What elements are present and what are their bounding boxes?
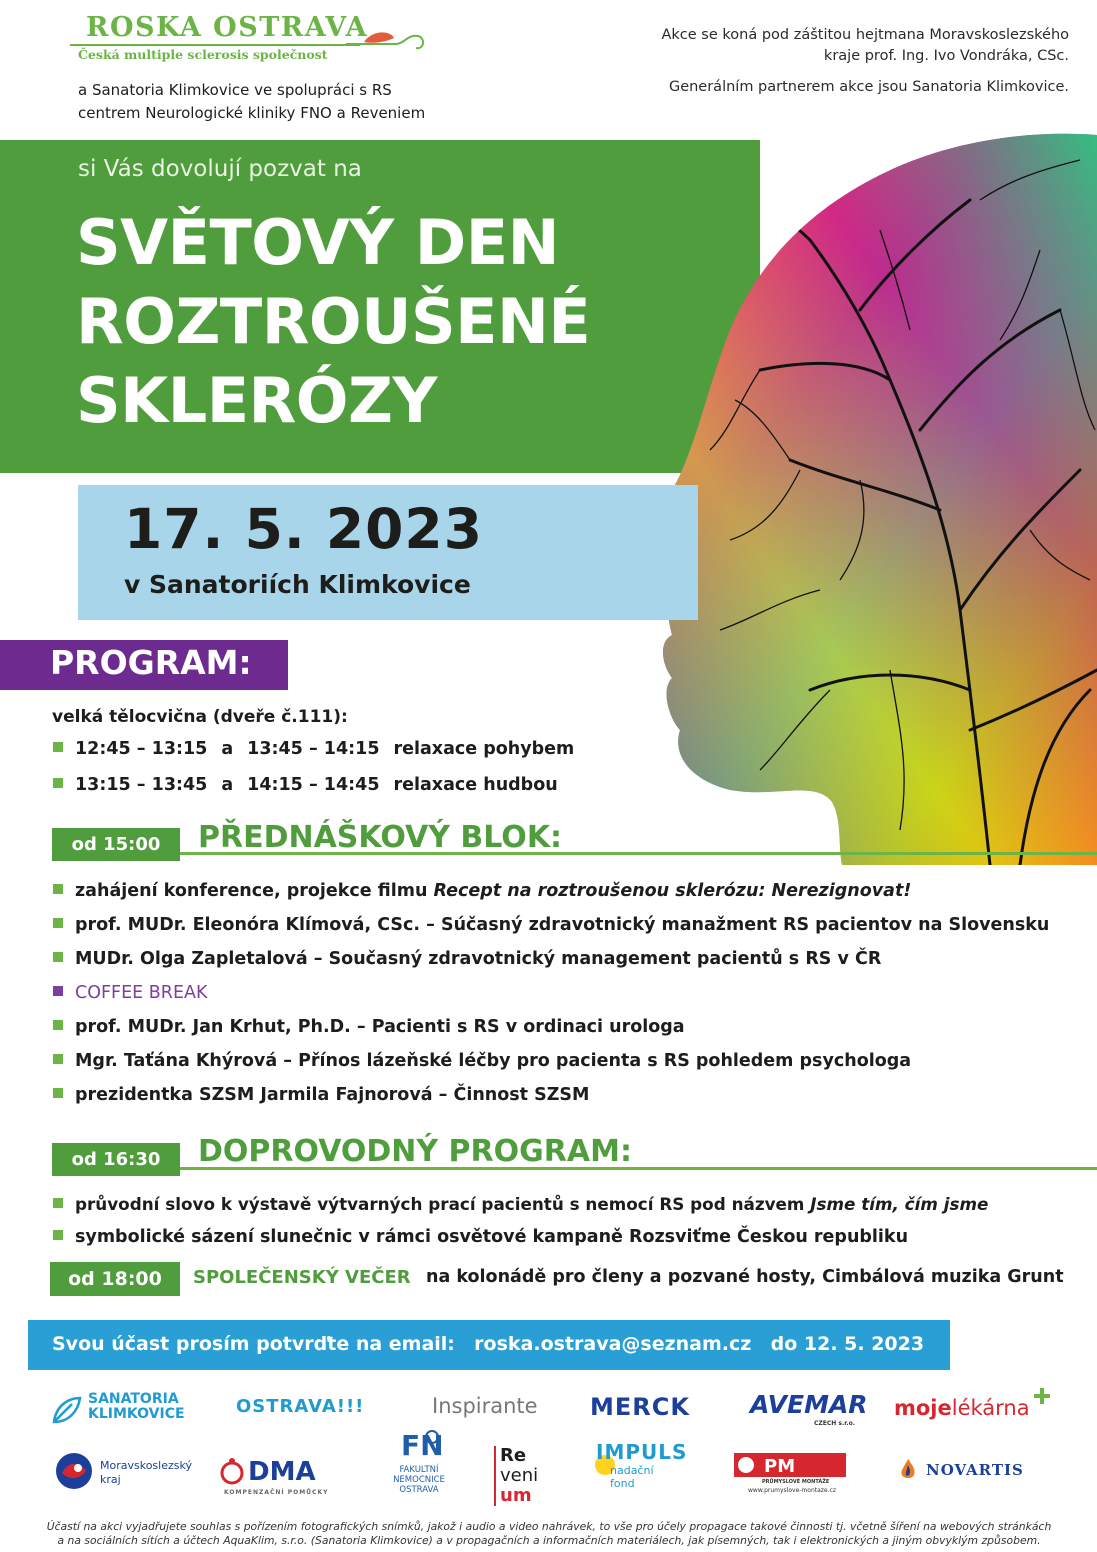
- region-name: kraj: [100, 1473, 121, 1486]
- impuls-sub: fond: [610, 1477, 635, 1490]
- fno-emblem-icon: [399, 1427, 444, 1462]
- accompanying-item: [53, 1194, 988, 1214]
- bullet-icon: [53, 1198, 63, 1208]
- svg-text:FN: FN: [401, 1429, 444, 1462]
- lecture-text: prof. MUDr. Jan Krhut, Ph.D. – Pacienti s RS v ordinaci urologa: [75, 1017, 685, 1037]
- revenium-name: veni: [500, 1465, 539, 1486]
- lecture-item: [53, 1051, 911, 1071]
- novartis-name: NOVARTIS: [926, 1461, 1024, 1479]
- svg-text:PM: PM: [764, 1456, 796, 1477]
- flame-icon: [898, 1457, 918, 1481]
- patronage-text: [549, 25, 1069, 67]
- slot-time: 14:15 – 14:45: [247, 775, 380, 795]
- slot-time: 13:15 – 13:45: [75, 775, 208, 795]
- rsvp-text: [52, 1333, 924, 1355]
- fno-name: OSTRAVA: [399, 1485, 439, 1495]
- film-title: Recept na roztroušenou sklerózu: Nerezignovat!: [433, 881, 912, 901]
- accompanying-heading: DOPROVODNÝ PROGRAM:: [198, 1134, 632, 1169]
- event-title-line: ROZTROUŠENÉ: [76, 285, 591, 358]
- bullet-icon: [53, 1054, 63, 1064]
- program-venue: velká tělocvična (dveře č.111):: [52, 707, 348, 727]
- coffee-break-item: [53, 983, 207, 1003]
- sanatoria-name: SANATORIA: [88, 1391, 179, 1407]
- accompanying-item: [53, 1227, 908, 1247]
- lecture-item: [53, 881, 911, 901]
- mojelekarna-logo: [894, 1396, 1030, 1420]
- moravskoslezsky-kraj-logo: [54, 1451, 192, 1495]
- lecture-text: prof. MUDr. Eleonóra Klímová, CSc. – Súčasný zdravotnický manažment RS pacientov na Slovensku: [75, 915, 1050, 935]
- rsvp-prompt: Svou účast prosím potvrďte na email:: [52, 1333, 455, 1355]
- fno-logo: [384, 1427, 454, 1495]
- avemar-logo: [750, 1390, 868, 1427]
- dma-logo: [218, 1457, 329, 1496]
- exhibition-title: Jsme tím, čím jsme: [810, 1194, 989, 1214]
- revenium-name: Re: [500, 1445, 527, 1466]
- event-title-line: SKLERÓZY: [76, 364, 437, 437]
- region-emblem-icon: [54, 1451, 94, 1491]
- dma-sub: KOMPENZAČNÍ POMŮCKY: [224, 1489, 329, 1496]
- lecture-text: Mgr. Taťána Khýrová – Přínos lázeňské léčby pro pacienta s RS pohledem psychologa: [75, 1051, 912, 1071]
- lecture-time-tag: od 15:00: [52, 828, 180, 861]
- plus-icon: [1034, 1388, 1050, 1404]
- consent-note: [18, 1520, 1080, 1548]
- invitation-text: si Vás dovolují pozvat na: [78, 156, 362, 182]
- lecture-item: [53, 949, 881, 969]
- accompanying-text: průvodní slovo k výstavě výtvarných prací pacientů s nemocí RS pod názvem: [75, 1194, 811, 1214]
- consent-line: a na sociálních sítích a účtech AquaKlim, s.r.o. (Sanatoria Klimkovice) a v propagačních a informačních materiálech, jak písemných, tak i elektronických a jiným obvyklým způsobem.: [57, 1534, 1041, 1547]
- bullet-icon: [53, 1088, 63, 1098]
- bullet-icon: [53, 742, 63, 752]
- revenium-name: um: [500, 1485, 532, 1506]
- logo-underline: [70, 44, 360, 46]
- organizers-text: [78, 79, 425, 125]
- lecture-text: zahájení konference, projekce filmu: [75, 881, 434, 901]
- leaf-icon: [50, 1394, 82, 1426]
- event-venue: v Sanatoriích Klimkovice: [124, 570, 471, 599]
- rsvp-email-link[interactable]: roska.ostrava@seznam.cz: [474, 1333, 752, 1355]
- slot-time: 13:45 – 14:15: [247, 739, 380, 759]
- program-heading: PROGRAM:: [50, 643, 252, 682]
- organizer-logo-tagline: Česká multiple sclerosis společnost: [78, 47, 328, 62]
- fno-name: FAKULTNÍ: [399, 1465, 439, 1475]
- bullet-icon: [53, 778, 63, 788]
- general-partner-text: Generálním partnerem akce jsou Sanatoria Klimkovice.: [668, 79, 1069, 95]
- mojelekarna-name: moje: [894, 1396, 952, 1420]
- organizer-logo-name: ROSKA OSTRAVA: [86, 12, 369, 43]
- program-slot: [53, 739, 574, 759]
- wheelchair-icon: [218, 1457, 246, 1485]
- merck-logo: MERCK: [590, 1393, 690, 1421]
- evening-heading: SPOLEČENSKÝ VEČER: [193, 1267, 411, 1288]
- impuls-sub: nadační: [610, 1464, 654, 1477]
- bullet-icon: [53, 1230, 63, 1240]
- lecture-text: prezidentka SZSM Jarmila Fajnorová – Činnost SZSM: [75, 1085, 590, 1105]
- leaf-swirl-icon: [346, 28, 426, 58]
- mojelekarna-name: lékárna: [951, 1396, 1030, 1420]
- evening-time-tag: od 18:00: [50, 1262, 180, 1296]
- impuls-name: IMPULS: [596, 1440, 688, 1464]
- region-name: Moravskoslezský: [100, 1459, 192, 1472]
- avemar-sub: CZECH s.r.o.: [814, 1420, 856, 1427]
- event-date: 17. 5. 2023: [124, 497, 483, 561]
- fno-name: NEMOCNICE: [393, 1475, 445, 1485]
- bullet-icon: [53, 918, 63, 928]
- avemar-name: AVEMAR: [750, 1390, 868, 1419]
- revenium-logo: [494, 1446, 538, 1506]
- lecture-text: MUDr. Olga Zapletalová – Současný zdravotnický management pacientů s RS v ČR: [75, 949, 882, 969]
- slot-activity: relaxace pohybem: [393, 739, 575, 759]
- organizers-line: a Sanatoria Klimkovice ve spolupráci s RS: [78, 81, 392, 99]
- program-slot: [53, 775, 558, 795]
- rsvp-deadline: do 12. 5. 2023: [770, 1333, 925, 1355]
- slot-and: a: [221, 739, 234, 759]
- slot-time: 12:45 – 13:15: [75, 739, 208, 759]
- lecture-item: [53, 1085, 589, 1105]
- bullet-icon: [53, 1020, 63, 1030]
- prumyslove-montaze-logo: [734, 1453, 846, 1494]
- consent-line: Účastí na akci vyjadřujete souhlas s pořízením fotografických snímků, jakož i audio a video nahrávek, to vše pro účely propagace takové činnosti tj. včetně šíření na webových stránkách: [46, 1520, 1052, 1533]
- organizers-line: centrem Neurologické kliniky FNO a Reveniem: [78, 104, 426, 122]
- patronage-line: Akce se koná pod záštitou hejtmana Moravskoslezského: [661, 27, 1069, 43]
- bullet-icon: [53, 952, 63, 962]
- bullet-icon: [53, 986, 63, 996]
- sanatoria-name: KLIMKOVICE: [88, 1406, 185, 1422]
- pm-url: www.prumyslove-montaze.cz: [748, 1487, 836, 1494]
- slot-and: a: [221, 775, 234, 795]
- pm-sub: PRŮMYSLOVÉ MONTÁŽE: [762, 1479, 830, 1485]
- accompanying-text: symbolické sázení slunečnic v rámci osvětové kampaně Rozsviťme Českou republiku: [75, 1227, 909, 1247]
- slot-activity: relaxace hudbou: [393, 775, 558, 795]
- inspirante-logo: Inspirante: [432, 1394, 538, 1418]
- lecture-item: [53, 915, 1049, 935]
- event-title-line: SVĚTOVÝ DEN: [76, 206, 559, 279]
- coffee-break-text: COFFEE BREAK: [75, 983, 208, 1003]
- ostrava-logo: OSTRAVA!!!: [236, 1396, 365, 1417]
- dma-name: DMA: [248, 1457, 316, 1487]
- accompanying-time-tag: od 16:30: [52, 1143, 180, 1176]
- bullet-icon: [53, 884, 63, 894]
- patronage-line: kraje prof. Ing. Ivo Vondráka, CSc.: [823, 48, 1069, 64]
- impuls-logo: [596, 1440, 687, 1490]
- lecture-item: [53, 1017, 685, 1037]
- evening-text: na kolonádě pro členy a pozvané hosty, Cimbálová muzika Grunt: [426, 1267, 1064, 1287]
- lecture-block-heading: PŘEDNÁŠKOVÝ BLOK:: [198, 820, 563, 855]
- event-title: [76, 203, 590, 440]
